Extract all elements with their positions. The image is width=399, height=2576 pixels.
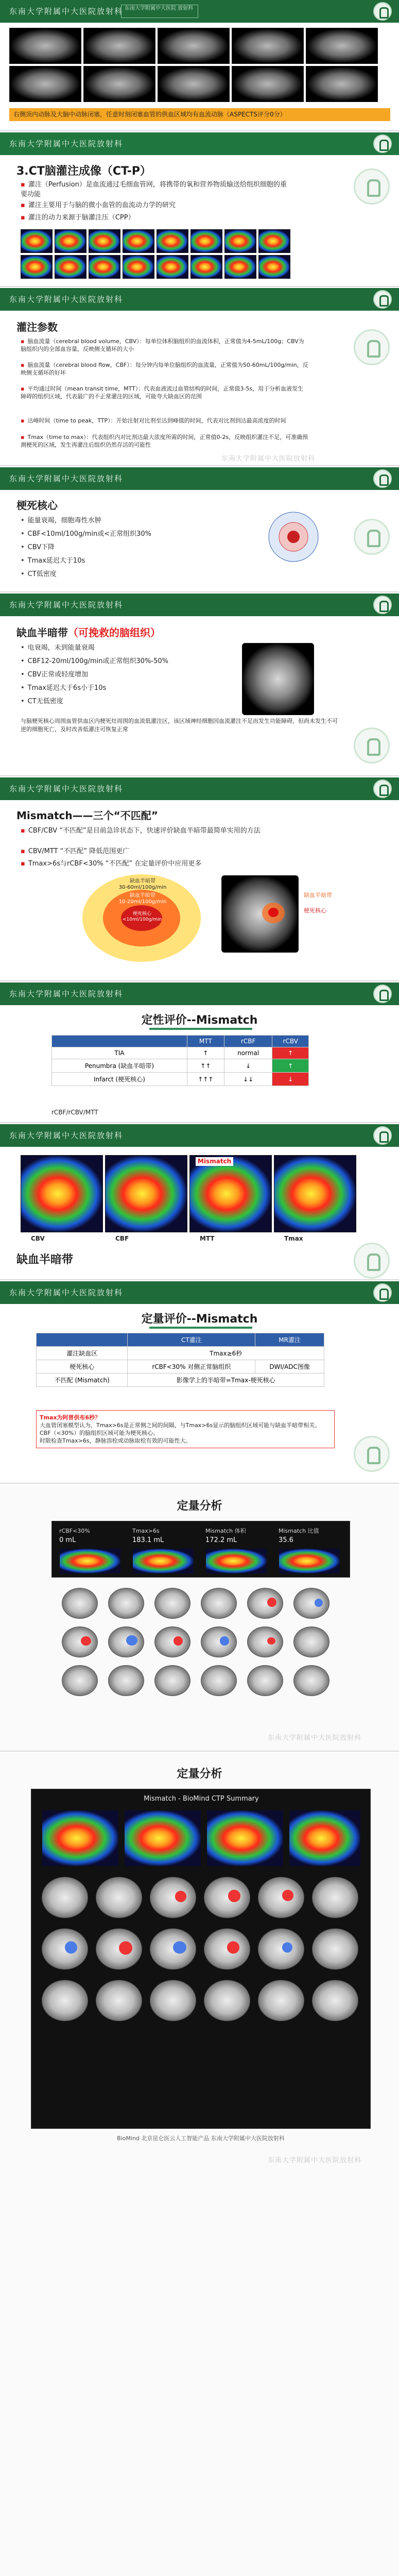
param-item: ▪ Tmax（time to max）：代表组织内对比剂达最大浓度所需的时间，正常值0-2s，反映组织灌注不足，可准确预测梗死的区域，发生再灌注后组织仍然存活的可能性 <box>21 434 308 448</box>
hospital-logo-icon <box>373 2 392 21</box>
param-item: ▪ 脑血流量（cerebral blood volume，CBV）：每单位体积脑组织的血流体积，正常值为4-5mL/100g；CBV为脑组织内的全部血容量，反映侧支循环的大小 <box>21 338 304 352</box>
summary-value: 183.1 mL <box>132 1536 164 1544</box>
tmax-map <box>274 1155 356 1232</box>
slide-title: 3.CT脑灌注成像（CT-P） <box>16 165 151 178</box>
ct-image-grid <box>9 28 378 102</box>
table-row: Penumbra (缺血半暗带) ↑↑ ↓ ↑ <box>52 1059 309 1073</box>
hospital-logo-icon <box>373 1283 392 1302</box>
slide-header <box>0 777 399 800</box>
summary-value: 0 mL <box>59 1536 76 1544</box>
quantitative-table: CT灌注 MR灌注 灌注缺血区 Tmax≥6秒 梗死核心 rCBF<30% 对侧正常脑组织 DWI/ADC图像 不匹配 (Mismatch) 影像学上的半暗带=Tmax-梗死核心 <box>36 1333 324 1387</box>
header-stamp: 东南大学附属中大医院 放射科 <box>121 5 198 18</box>
slide-header <box>0 467 399 490</box>
slide-header <box>0 1124 399 1147</box>
map-label: MTT <box>200 1235 215 1242</box>
map-label: CBF <box>115 1235 129 1242</box>
mismatch-map-grid <box>21 1155 356 1232</box>
biomind-header: Mismatch - BioMind CTP Summary <box>144 1795 259 1803</box>
image-label-penumbra: 缺血半暗带 <box>304 892 332 899</box>
table-row: 不匹配 (Mismatch) 影像学上的半暗带=Tmax-梗死核心 <box>37 1374 324 1387</box>
biomind-slice-grid <box>42 1877 361 2114</box>
ct-scan-image <box>306 66 378 102</box>
header-org-name: 东南大学附属中大医院放射科 <box>9 474 124 483</box>
core-diagram <box>263 509 324 565</box>
watermark-logo-icon <box>354 168 390 205</box>
param-item: ▪ 脑血流量（cerebral blood flow，CBF）：每分钟内每单位脑组织的血流量，正常值为50-60mL/100g/min，反映侧支循环的好坏 <box>21 362 308 376</box>
watermark-logo-icon <box>354 519 390 555</box>
diagram-label: 缺血半暗带 30-60ml/100g/min <box>118 878 167 890</box>
title-underline <box>149 1028 252 1030</box>
cbv-map <box>21 1155 103 1232</box>
watermark-logo-icon <box>354 329 390 365</box>
biomind-summary-panel <box>31 1789 371 2129</box>
header-org-name: 东南大学附属中大医院放射科 <box>9 600 124 609</box>
ct-scan-image <box>9 66 81 102</box>
image-label-core: 梗死核心 <box>304 907 326 914</box>
hospital-logo-icon <box>373 469 392 488</box>
bullet-item: ▪ CBV/MTT “不匹配” 降低范围更广 <box>21 848 130 855</box>
slide-header <box>0 982 399 1005</box>
slide-header <box>0 594 399 616</box>
ct-scan-image <box>83 66 155 102</box>
slide-caption: 缺血半暗带 <box>16 1253 74 1266</box>
mri-penumbra-image <box>242 643 314 715</box>
hospital-logo-icon <box>373 596 392 614</box>
watermark-logo-icon <box>354 727 390 764</box>
bullet-item: • Tmax延迟大于6s小于10s <box>21 684 107 692</box>
slide-header <box>0 1281 399 1304</box>
header-org-name: 东南大学附属中大医院放射科 <box>9 139 124 148</box>
slide-title: 定量评价--Mismatch <box>141 1313 258 1326</box>
ct-scan-image <box>232 66 304 102</box>
slide-infarct-core <box>0 467 399 592</box>
header-org-name: 东南大学附属中大医院放射科 <box>9 1131 124 1140</box>
mri-mismatch-image <box>221 875 299 953</box>
diagram-label: 梗死核心 <10ml/100g/min <box>123 911 162 922</box>
slide-ct-aspects <box>0 0 399 131</box>
watermark-text: 东南大学附属中大医院放射科 <box>268 2157 362 2164</box>
qualitative-table: MTT rCBF rCBV TIA ↑ normal ↑ Penumbra (缺血半暗带) ↑↑ ↓ ↑ Infarct (梗死核心) ↑↑↑ ↓↓ ↓ <box>51 1035 309 1086</box>
ct-scan-image <box>83 28 155 64</box>
table-row: 梗死核心 rCBF<30% 对侧正常脑组织 DWI/ADC图像 <box>37 1360 324 1374</box>
slide-title: 定性评价--Mismatch <box>141 1014 258 1027</box>
hospital-logo-icon <box>373 290 392 309</box>
hospital-logo-icon <box>373 134 392 153</box>
bullet-item: ▪ 灌注（Perfusion）是血流通过毛细血管网，将携带的氧和营养物质输送给组织细胞的重要功能 <box>21 181 287 198</box>
slide-title: 灌注参数 <box>16 321 58 333</box>
bullet-item: • CBF12-20ml/100g/min或正常组织30%-50% <box>21 657 169 665</box>
header-org-name: 东南大学附属中大医院放射科 <box>9 989 124 998</box>
table-footer: rCBF/rCBV/MTT <box>51 1109 98 1116</box>
bullet-item: • CT低密度 <box>21 570 57 578</box>
bullet-item: • CBF<10ml/100g/min或<正常组织30% <box>21 530 151 538</box>
bullet-item: • CT无低密度 <box>21 698 63 705</box>
slide-title: 定量分析 <box>177 1768 222 1781</box>
summary-label: Tmax>6s <box>132 1528 160 1534</box>
bullet-item: • Tmax延迟大于10s <box>21 557 85 565</box>
summary-label: Mismatch 比值 <box>279 1528 319 1534</box>
summary-value: 35.6 <box>279 1536 293 1544</box>
slide-header <box>0 132 399 155</box>
slide-qualitative <box>0 982 399 1123</box>
param-item: ▪ 达峰时间（time to peak，TTP）：开始注射对比剂至达到峰值的时间，代表对比剂到达最高浓度的时间 <box>21 417 286 424</box>
table-row: TIA ↑ normal ↑ <box>52 1047 309 1059</box>
slide-header <box>0 0 399 23</box>
biomind-footer: BioMind 北京昆仑医云人工智能产品 东南大学附属中大医院放射科 <box>117 2135 285 2142</box>
cbf-map <box>105 1155 187 1232</box>
summary-panel <box>51 1521 350 1578</box>
map-label: Tmax <box>284 1235 303 1242</box>
perfusion-map-grid <box>21 229 290 279</box>
slide-quantitative <box>0 1281 399 1484</box>
header-org-name: 东南大学附属中大医院放射科 <box>9 784 124 793</box>
bullet-item: • CBV正常或轻度增加 <box>21 671 89 679</box>
slide-quant-analysis-2 <box>0 1753 399 2576</box>
slide-title: 缺血半暗带（可挽救的脑组织） <box>16 626 161 639</box>
title-underline <box>149 1327 252 1329</box>
hospital-logo-icon <box>373 985 392 1003</box>
watermark-logo-icon <box>354 1436 390 1472</box>
slide-mismatch-three <box>0 777 399 981</box>
bullet-item: ▪ 灌注的动力来源于脑灌注压（CPP） <box>21 214 135 222</box>
bullet-item: • 能量衰竭，细胞毒性水肿 <box>21 517 101 524</box>
slide-header <box>0 288 399 311</box>
hospital-logo-icon <box>373 1126 392 1145</box>
ct-scan-image <box>232 28 304 64</box>
watermark-text: 东南大学附属中大医院放射科 <box>268 1734 362 1742</box>
header-org-name: 东南大学附属中大医院放射科 <box>9 7 124 16</box>
bullet-item: • 电衰竭，未到能量衰竭 <box>21 644 95 652</box>
summary-value: 172.2 mL <box>205 1536 237 1544</box>
diagram-label: 缺血半暗带 10-20ml/100g/min <box>118 893 167 905</box>
slide-quant-analysis-1 <box>0 1485 399 1752</box>
ct-scan-image <box>9 28 81 64</box>
slide-perfusion-params <box>0 288 399 466</box>
slide-penumbra <box>0 594 399 776</box>
ct-scan-image <box>158 28 230 64</box>
mtt-map <box>189 1155 272 1232</box>
param-item: ▪ 平均通过时间（mean transit time，MTT）：代表血液流过血管结构的时间，正常值3-5s，用于分析血液发生障碍的组织区域，代表最广的不正常灌注的区域，可能夸大缺血区的范围 <box>21 385 304 400</box>
hospital-logo-icon <box>373 779 392 798</box>
watermark-text: 东南大学附属中大医院放射科 <box>221 455 316 463</box>
quantitative-notes: Tmax为阿普供布6秒？ 大血管闭塞模型认为，Tmax>6s是正常侧之间的间隔，与Tmax>6s显示的脑组织区域可能与缺血半暗带相关。 CBF（<30%）的脑组织区域可能为梗死核心。 时限检查Tmax>6s，静脉溶栓或动脉取栓有效的可能性大。 <box>36 1410 335 1448</box>
table-row: 灌注缺血区 Tmax≥6秒 <box>37 1347 324 1360</box>
bullet-item: • CBV下降 <box>21 544 55 551</box>
mismatch-tag: Mismatch <box>196 1157 233 1166</box>
summary-label: Mismatch 体积 <box>205 1528 246 1534</box>
ct-scan-image <box>306 28 378 64</box>
slide-title: 梗死核心 <box>16 499 58 512</box>
header-org-name: 东南大学附属中大医院放射科 <box>9 1288 124 1297</box>
slide-ctp <box>0 132 399 287</box>
slide-title: 定量分析 <box>177 1500 222 1513</box>
map-label: CBV <box>31 1235 45 1242</box>
aspects-caption: 右侧顶内动脉及大脑中动脉闭塞，任意时刻闭塞血管的供血区域均有血流动脉（ASPECTS评分0分） <box>9 108 390 121</box>
bullet-item: ▪ 灌注主要用于与脑的微小血管的血流动力学的研究 <box>21 201 176 209</box>
bullet-item: ▪ CBF/CBV “不匹配”是目前急诊状态下，快速评价缺血半暗带最简单实用的方法 <box>21 827 261 835</box>
penumbra-note: 与脑梗死核心周围血管供血区内梗死灶周围的血流低灌注区，该区域神经细胞因血流灌注不足而发生功能障碍，但尚未发生不可逆的细胞死亡，及时改善低灌注可恢复正常 <box>21 718 338 733</box>
bullet-item: ▪ Tmax>6s与rCBF<30% “不匹配” 在定量评价中应用更多 <box>21 860 202 868</box>
slice-grid <box>62 1588 340 1737</box>
header-org-name: 东南大学附属中大医院放射科 <box>9 295 124 304</box>
summary-label: rCBF<30% <box>59 1528 90 1534</box>
watermark-logo-icon <box>354 1243 390 1279</box>
slide-title: Mismatch——三个“不匹配” <box>16 809 158 822</box>
table-row: Infarct (梗死核心) ↑↑↑ ↓↓ ↓ <box>52 1073 309 1086</box>
slide-mismatch-images <box>0 1124 399 1280</box>
ct-scan-image <box>158 66 230 102</box>
